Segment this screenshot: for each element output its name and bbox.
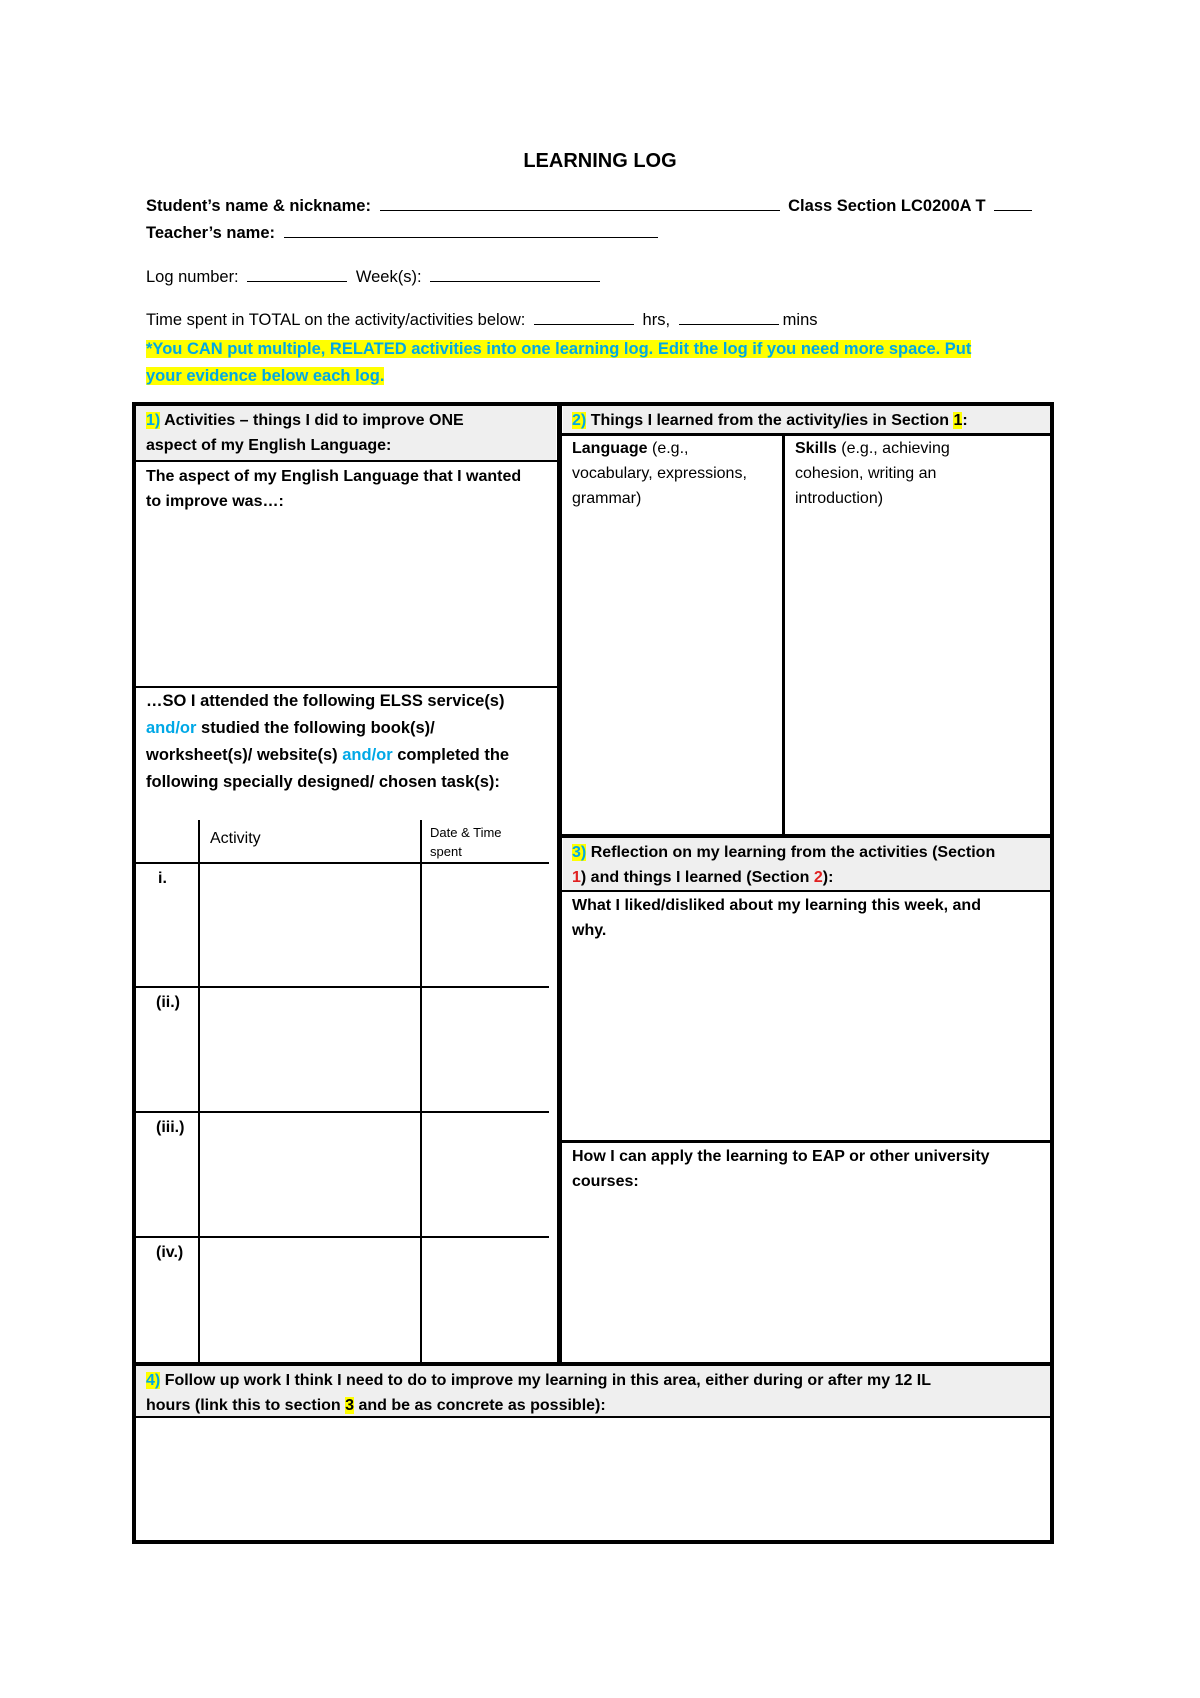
activity-cell-3[interactable] bbox=[202, 1115, 418, 1234]
date-cell-4[interactable] bbox=[424, 1240, 548, 1360]
log-number-field[interactable] bbox=[247, 267, 347, 282]
date-cell-3[interactable] bbox=[424, 1115, 548, 1234]
table-vline-1 bbox=[198, 820, 200, 1364]
note-line-2: your evidence below each log. bbox=[146, 367, 385, 385]
aspect-prompt: The aspect of my English Language that I wanted to improve was…: bbox=[146, 468, 522, 510]
table-row-label-1: i. bbox=[158, 870, 167, 887]
andor-2: and/or bbox=[342, 746, 393, 764]
date-cell-1[interactable] bbox=[424, 866, 548, 984]
student-name-row bbox=[146, 196, 1036, 216]
week-field[interactable] bbox=[430, 267, 600, 282]
table-header-date-time: Date & Time spent bbox=[430, 825, 502, 859]
section2-ref: 1 bbox=[953, 412, 963, 429]
log-number-label: Log number: bbox=[146, 268, 239, 286]
table-row-rule-1 bbox=[136, 986, 549, 988]
minutes-field[interactable] bbox=[679, 310, 779, 325]
activity-cell-2[interactable] bbox=[202, 990, 418, 1109]
teacher-name-field[interactable] bbox=[284, 223, 658, 238]
hrs-label: hrs, bbox=[642, 311, 671, 329]
mins-label: mins bbox=[782, 311, 818, 329]
section3-ref-1: 1 bbox=[572, 869, 581, 886]
date-cell-2[interactable] bbox=[424, 990, 548, 1109]
activity-cell-1[interactable] bbox=[202, 866, 418, 984]
section2-bottom-rule bbox=[562, 834, 1050, 838]
table-header-activity: Activity bbox=[210, 830, 261, 847]
page-title: LEARNING LOG bbox=[523, 150, 677, 172]
student-name-field[interactable] bbox=[380, 196, 780, 211]
section4-number: 4) bbox=[146, 1372, 161, 1389]
language-answer-area[interactable] bbox=[566, 514, 780, 832]
follow-up-answer-area[interactable] bbox=[140, 1420, 1046, 1538]
table-row-label-2: (ii.) bbox=[156, 994, 180, 1011]
section2-column-divider bbox=[782, 435, 785, 836]
table-row-label-3: (iii.) bbox=[156, 1119, 185, 1136]
section1-title: 1) Activities – things I did to improve ONE aspect of my English Language: bbox=[146, 412, 464, 454]
teacher-name-label: Teacher’s name: bbox=[146, 224, 276, 242]
teacher-name-row bbox=[146, 223, 662, 243]
table-row-rule-3 bbox=[136, 1236, 549, 1238]
section3-title-rule bbox=[562, 890, 1050, 892]
note-line-1: *You CAN put multiple, RELATED activities into one learning log. Edit the log if you need more space. Put bbox=[146, 340, 972, 358]
liked-disliked-answer-area[interactable] bbox=[566, 945, 1048, 1137]
section3-number: 3) bbox=[572, 844, 587, 861]
section3-ref-2: 2 bbox=[813, 869, 823, 886]
aspect-answer-area[interactable] bbox=[140, 514, 553, 682]
section2-title: 2) Things I learned from the activity/ies in Section 1: bbox=[572, 412, 968, 429]
skills-answer-area[interactable] bbox=[788, 514, 1048, 832]
class-section-label: Class Section LC0200A T bbox=[788, 197, 986, 215]
table-row-label-4: (iv.) bbox=[156, 1244, 184, 1261]
section4-title: 4) Follow up work I think I need to do to improve my learning in this area, either during or after my 12 IL hours (link this to section 3 and be as concrete as possible): bbox=[146, 1372, 932, 1414]
hours-field[interactable] bbox=[534, 310, 634, 325]
log-number-row bbox=[146, 267, 604, 287]
time-spent-row bbox=[146, 310, 818, 330]
time-spent-label: Time spent in TOTAL on the activity/activities below: bbox=[146, 311, 526, 329]
week-label: Week(s): bbox=[355, 268, 422, 286]
section4-top-rule bbox=[136, 1362, 1050, 1366]
class-section-field[interactable] bbox=[994, 196, 1032, 211]
activity-cell-4[interactable] bbox=[202, 1240, 418, 1360]
center-divider bbox=[557, 402, 562, 1362]
language-prompt: Language (e.g., vocabulary, expressions, grammar) bbox=[572, 440, 747, 507]
section1-title-rule bbox=[136, 460, 557, 462]
instruction-note bbox=[146, 336, 1046, 390]
table-vline-2 bbox=[420, 820, 422, 1364]
section2-number: 2) bbox=[572, 412, 587, 429]
section3-title: 3) Reflection on my learning from the activities (Section 1) and things I learned (Section 2): bbox=[572, 844, 996, 886]
section1-number: 1) bbox=[146, 412, 161, 429]
activities-prompt: …SO I attended the following ELSS service(s) and/or studied the following book(s)/ worksheet(s)/ website(s) and/or completed the following specially designed/ chosen task(s): bbox=[146, 692, 510, 791]
apply-learning-answer-area[interactable] bbox=[566, 1196, 1048, 1358]
section4-ref: 3 bbox=[345, 1397, 355, 1414]
liked-disliked-prompt: What I liked/disliked about my learning this week, and why. bbox=[572, 897, 981, 939]
student-name-label: Student’s name & nickname: bbox=[146, 197, 371, 215]
andor-1: and/or bbox=[146, 719, 197, 737]
section3-mid-rule bbox=[562, 1140, 1050, 1143]
table-header-rule bbox=[136, 862, 549, 864]
skills-prompt: Skills (e.g., achieving cohesion, writing an introduction) bbox=[795, 440, 950, 507]
apply-learning-prompt: How I can apply the learning to EAP or other university courses: bbox=[572, 1148, 990, 1190]
table-row-rule-2 bbox=[136, 1111, 549, 1113]
